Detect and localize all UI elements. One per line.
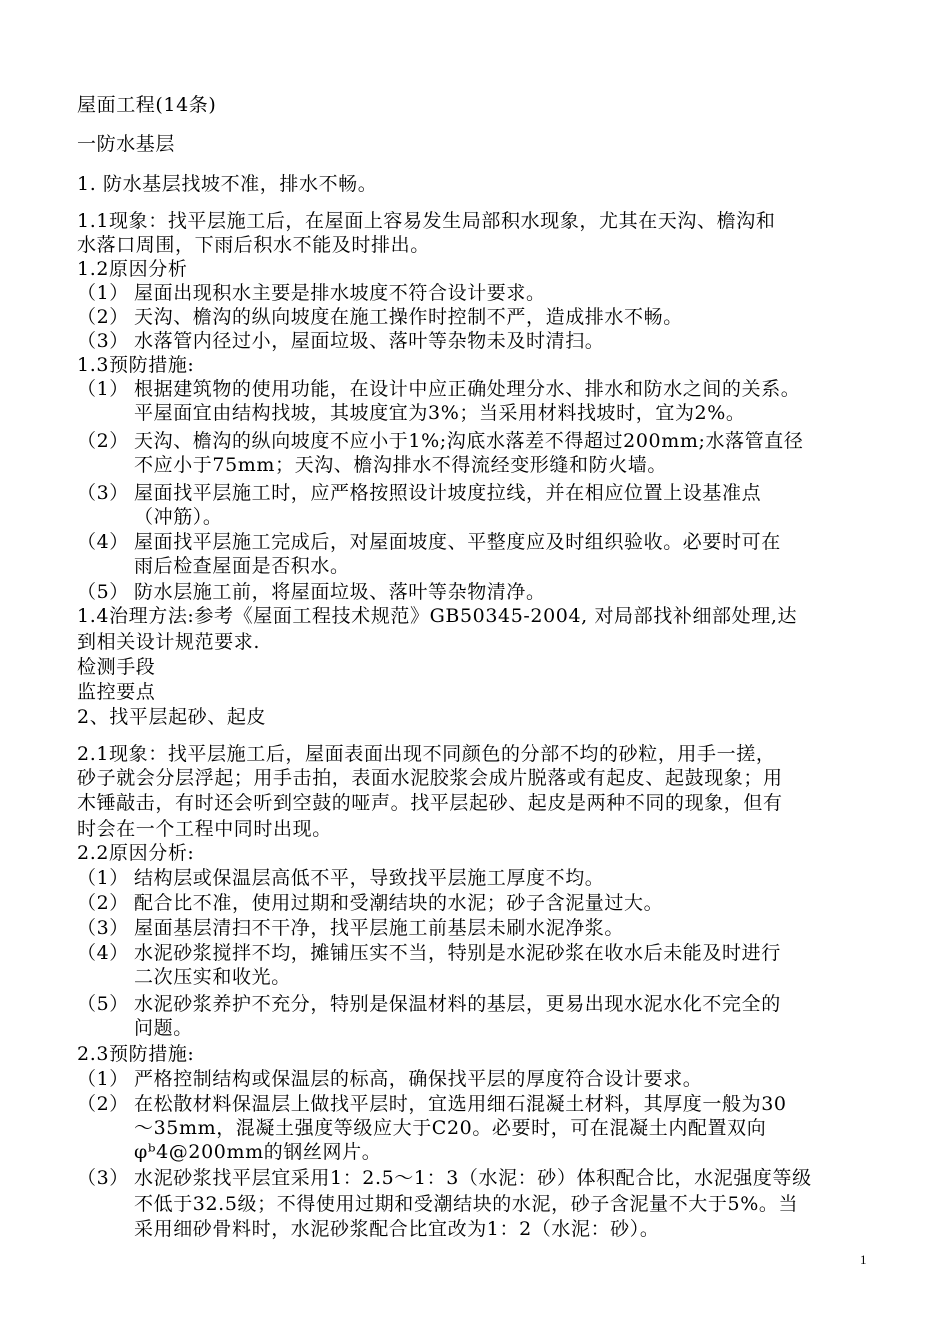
list-text: 严格控制结构或保温层的标高，确保找平层的厚度符合设计要求。	[134, 1068, 703, 1090]
list-text: 防水层施工前，将屋面垃圾、落叶等杂物清净。	[134, 581, 546, 603]
paragraph-line: 1.1现象：找平层施工后，在屋面上容易发生局部积水现象，尤其在天沟、檐沟和	[77, 210, 776, 232]
list-text: 不低于32.5级；不得使用过期和受潮结块的水泥，砂子含泥量不大于5%。当	[134, 1193, 799, 1215]
paragraph-line: 时会在一个工程中同时出现。	[77, 818, 332, 840]
subheading: 检测手段	[77, 656, 156, 678]
list-number: （3）	[77, 482, 129, 504]
list-number: （1）	[77, 1068, 129, 1090]
list-number: （3）	[77, 1167, 129, 1189]
list-text: 配合比不准，使用过期和受潮结块的水泥；砂子含泥量过大。	[134, 892, 664, 914]
list-number: （2）	[77, 1093, 129, 1115]
list-text: ～35mm，混凝土强度等级应大于C20。必要时，可在混凝土内配置双向	[134, 1117, 767, 1139]
list-text: 屋面出现积水主要是排水坡度不符合设计要求。	[134, 282, 546, 304]
paragraph-line: 到相关设计规范要求.	[77, 631, 261, 653]
subheading: 2.3预防措施:	[77, 1043, 195, 1065]
list-number: （1）	[77, 867, 129, 889]
list-text: 屋面找平层施工完成后，对屋面坡度、平整度应及时组织验收。必要时可在	[134, 531, 781, 553]
paragraph-line: 木锤敲击，有时还会听到空鼓的哑声。找平层起砂、起皮是两种不同的现象，但有	[77, 792, 783, 814]
list-text: φᵇ4@200mm的钢丝网片。	[134, 1141, 382, 1163]
page-number: 1	[860, 1252, 867, 1267]
paragraph-line: 2.1现象：找平层施工后，屋面表面出现不同颜色的分部不均的砂粒，用手一搓，	[77, 743, 776, 765]
list-text: 水泥砂浆搅拌不均，摊铺压实不当，特别是水泥砂浆在收水后未能及时进行	[134, 942, 781, 964]
list-text: 根据建筑物的使用功能，在设计中应正确处理分水、排水和防水之间的关系。	[134, 378, 801, 400]
list-number: （1）	[77, 282, 129, 304]
list-number: （5）	[77, 993, 129, 1015]
paragraph-line: 1.4治理方法:参考《屋面工程技术规范》GB50345-2004, 对局部找补细部处理,达	[77, 605, 798, 627]
list-number: （5）	[77, 581, 129, 603]
list-text: 平屋面宜由结构找坡，其坡度宜为3%；当采用材料找坡时，宜为2%。	[134, 402, 746, 424]
list-text: 结构层或保温层高低不平，导致找平层施工厚度不均。	[134, 867, 605, 889]
list-text: 不应小于75mm；天沟、檐沟排水不得流经变形缝和防火墙。	[134, 454, 668, 476]
subheading: 1.3预防措施:	[77, 354, 195, 376]
list-number: （3）	[77, 330, 129, 352]
list-number: （2）	[77, 430, 129, 452]
list-text: 在松散材料保温层上做找平层时，宜选用细石混凝土材料，其厚度一般为30	[134, 1093, 787, 1115]
list-text: 水落管内径过小，屋面垃圾、落叶等杂物未及时清扫。	[134, 330, 605, 352]
list-number: （4）	[77, 942, 129, 964]
list-number: （4）	[77, 531, 129, 553]
list-text: 问题。	[134, 1017, 193, 1039]
list-number: （2）	[77, 892, 129, 914]
paragraph-line: 砂子就会分层浮起；用手击拍，表面水泥胶浆会成片脱落或有起皮、起鼓现象；用	[77, 767, 783, 789]
paragraph-line: 水落口周围，下雨后积水不能及时排出。	[77, 234, 430, 256]
list-number: （3）	[77, 917, 129, 939]
list-text: 水泥砂浆养护不充分，特别是保温材料的基层，更易出现水泥水化不完全的	[134, 993, 781, 1015]
subheading: 监控要点	[77, 681, 156, 703]
list-number: （2）	[77, 306, 129, 328]
list-text: （冲筋）。	[134, 506, 223, 528]
subheading: 2.2原因分析:	[77, 842, 195, 864]
item-heading: 1. 防水基层找坡不准，排水不畅。	[77, 173, 378, 195]
doc-title: 屋面工程(14条)	[77, 94, 217, 116]
list-number: （1）	[77, 378, 129, 400]
subheading: 1.2原因分析	[77, 258, 188, 280]
list-text: 雨后检查屋面是否积水。	[134, 555, 350, 577]
section-heading: 一防水基层	[77, 133, 176, 155]
list-text: 二次压实和收光。	[134, 966, 291, 988]
list-text: 采用细砂骨料时，水泥砂浆配合比宜改为1：2（水泥：砂）。	[134, 1218, 660, 1240]
list-text: 屋面基层清扫不干净，找平层施工前基层未刷水泥净浆。	[134, 917, 625, 939]
item-heading: 2、找平层起砂、起皮	[77, 706, 267, 728]
list-text: 水泥砂浆找平层宜采用1：2.5～1：3（水泥：砂）体积配合比，水泥强度等级	[134, 1167, 812, 1189]
list-text: 天沟、檐沟的纵向坡度不应小于1%;沟底水落差不得超过200mm;水落管直径	[134, 430, 804, 452]
list-text: 天沟、檐沟的纵向坡度在施工操作时控制不严，造成排水不畅。	[134, 306, 683, 328]
list-text: 屋面找平层施工时，应严格按照设计坡度拉线，并在相应位置上设基准点	[134, 482, 762, 504]
